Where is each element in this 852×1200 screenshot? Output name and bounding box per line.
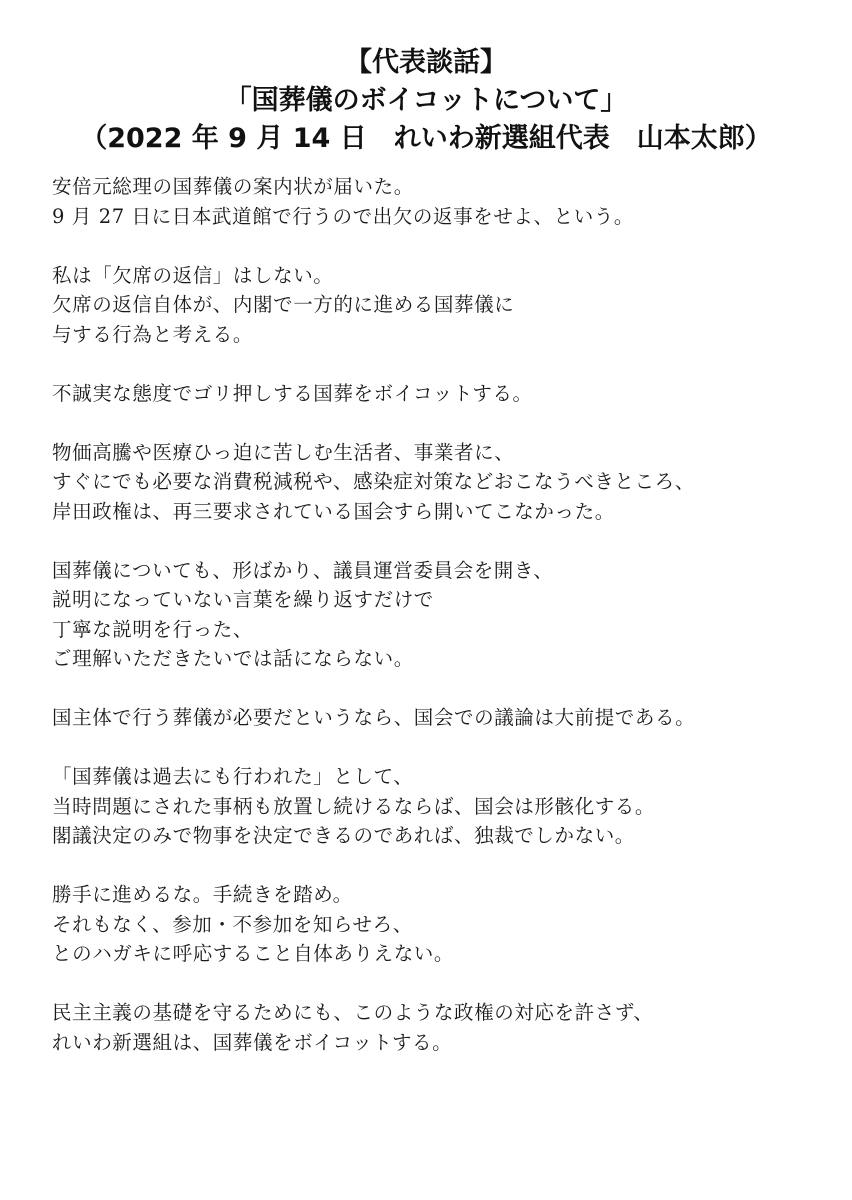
paragraph [52, 998, 832, 1057]
paragraph-line: 丁寧な説明を行った、 [52, 617, 254, 641]
paragraph-line: それもなく、参加・不参加を知らせろ、 [52, 912, 413, 936]
paragraph-line: 与する行為と考える。 [52, 322, 254, 346]
paragraph-line: 勝手に進めるな。手続きを踏め。 [52, 883, 353, 906]
statement-date-author: （2022 年 9 月 14 日 れいわ新選組代表 山本太郎） [80, 123, 772, 154]
paragraph-line: 不誠実な態度でゴリ押しする国葬をボイコットする。 [52, 381, 533, 405]
paragraph-line: 国葬儀についても、形ばかり、議員運営委員会を開き、 [52, 558, 554, 582]
paragraph-line: ご理解いただきたいでは話にならない。 [52, 647, 414, 670]
statement-title: 「国葬儀のボイコットについて」 [224, 85, 628, 116]
paragraph [52, 762, 832, 851]
paragraph [52, 880, 832, 969]
paragraph [52, 379, 832, 409]
paragraph [52, 261, 832, 350]
paragraph [52, 172, 832, 231]
statement-label: 【代表談話】 [345, 47, 507, 78]
paragraph-line: とのハガキに呼応すること自体ありえない。 [52, 942, 455, 965]
paragraph [52, 703, 832, 733]
paragraph [52, 438, 832, 527]
paragraph-line: 物価高騰や医療ひっ迫に苦しむ生活者、事業者に、 [52, 440, 515, 464]
paragraph-line: 閣議決定のみで物事を決定できるのであれば、独裁でしかない。 [52, 824, 635, 847]
paragraph-line: 欠席の返信自体が、内閣で一方的に進める国葬儀に [52, 293, 515, 316]
paragraph-line: 説明になっていない言葉を繰り返すだけで [52, 588, 434, 611]
statement-body [52, 172, 832, 1057]
paragraph-line: れいわ新選組は、国葬儀をボイコットする。 [52, 1030, 453, 1054]
paragraph-line: 安倍元総理の国葬儀の案内状が届いた。 [52, 175, 414, 198]
paragraph-line: 当時問題にされた事柄も放置し続けるならば、国会は形骸化する。 [52, 794, 656, 818]
paragraph-line: 私は「欠席の返信」はしない。 [52, 263, 334, 287]
paragraph-line: 9 月 27 日に日本武道館で行うので出欠の返事をせよ、という。 [52, 204, 635, 228]
paragraph-line: 岸田政権は、再三要求されている国会すら開いてこなかった。 [52, 499, 615, 523]
statement-header [0, 44, 852, 158]
paragraph-line: すぐにでも必要な消費税減税や、感染症対策などおこなうべきところ、 [52, 470, 695, 493]
paragraph-line: 国主体で行う葬儀が必要だというなら、国会での議論は大前提である。 [52, 706, 696, 729]
paragraph-line: 民主主義の基礎を守るためにも、このような政権の対応を許さず、 [52, 1001, 654, 1024]
paragraph-line: 「国葬儀は過去にも行われた」として、 [52, 765, 414, 788]
paragraph [52, 556, 832, 674]
